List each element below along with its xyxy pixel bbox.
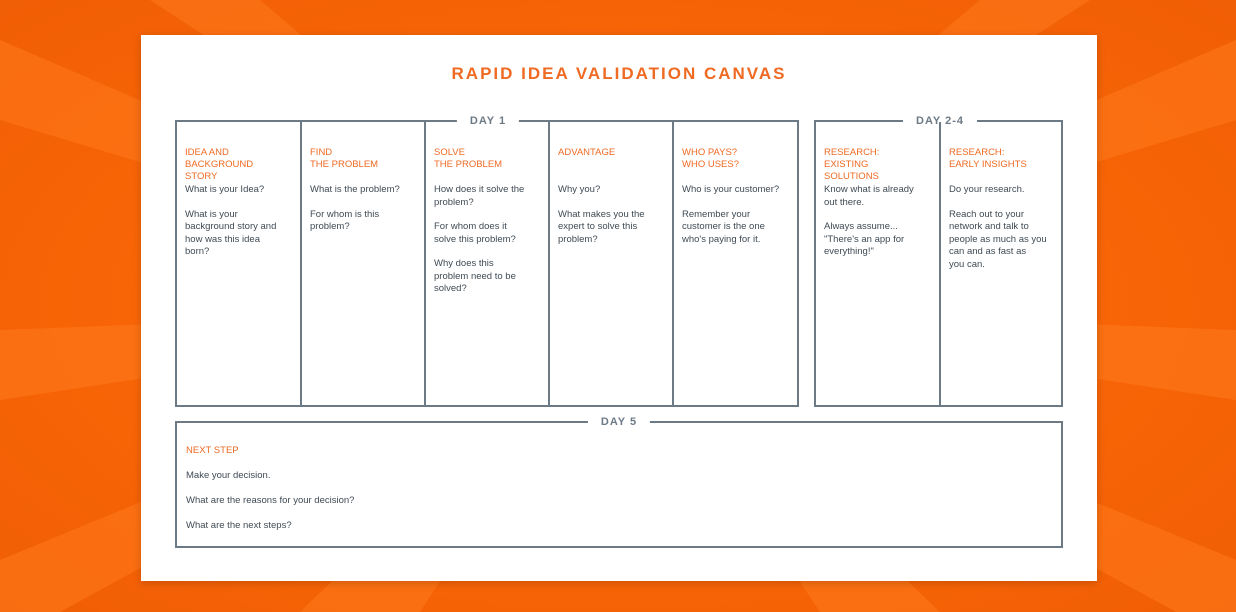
column-question: Why does this problem need to be solved? bbox=[434, 258, 516, 294]
day24-group bbox=[814, 115, 1063, 407]
column-heading: SOLVE THE PROBLEM bbox=[434, 147, 503, 170]
day5-group bbox=[175, 416, 1063, 548]
next-step-question: What are the reasons for your decision? bbox=[186, 495, 355, 506]
column-question: What is your background story and how was this idea born? bbox=[185, 208, 277, 257]
column-question: What is your Idea? bbox=[185, 184, 265, 195]
column-heading: IDEA AND BACKGROUND STORY bbox=[185, 147, 254, 182]
column-question: How does it solve the problem? bbox=[434, 184, 525, 208]
column-question: Reach out to your network and talk to people as much as you can and as fast as you can. bbox=[949, 208, 1047, 270]
column-question: For whom is this problem? bbox=[310, 208, 380, 232]
next-step-question: What are the next steps? bbox=[186, 520, 292, 531]
column-find-problem bbox=[300, 122, 425, 405]
column-question: What makes you the expert to solve this problem? bbox=[558, 208, 645, 245]
next-step-question: Make your decision. bbox=[186, 470, 271, 481]
column-who-pays bbox=[672, 122, 797, 405]
column-early-insights bbox=[939, 122, 1061, 405]
column-heading: RESEARCH: EARLY INSIGHTS bbox=[949, 147, 1027, 170]
column-question: Know what is already out there. bbox=[824, 184, 914, 208]
column-heading: FIND THE PROBLEM bbox=[310, 147, 379, 170]
day24-label: DAY 2-4 bbox=[903, 113, 977, 129]
column-question: Always assume... "There's an app for everything!" bbox=[824, 221, 905, 257]
column-idea bbox=[177, 122, 301, 405]
column-question: Who is your customer? bbox=[682, 184, 780, 195]
column-heading: RESEARCH: EXISTING SOLUTIONS bbox=[824, 147, 880, 182]
next-step-section bbox=[177, 423, 1061, 546]
column-question: Do your research. bbox=[949, 184, 1025, 195]
next-step-heading: NEXT STEP bbox=[186, 445, 239, 456]
column-question: What is the problem? bbox=[310, 184, 400, 195]
column-existing-solutions bbox=[816, 122, 940, 405]
column-advantage bbox=[548, 122, 673, 405]
canvas-sheet bbox=[141, 35, 1097, 581]
column-question: For whom does it solve this problem? bbox=[434, 221, 516, 245]
day1-label: DAY 1 bbox=[457, 113, 519, 129]
column-question: Why you? bbox=[558, 184, 601, 195]
column-heading: ADVANTAGE bbox=[558, 147, 616, 158]
column-heading: WHO PAYS? WHO USES? bbox=[682, 147, 740, 170]
column-solve-problem bbox=[424, 122, 549, 405]
day5-label: DAY 5 bbox=[588, 414, 650, 430]
canvas-title: RAPID IDEA VALIDATION CANVAS bbox=[451, 64, 787, 83]
column-question: Remember your customer is the one who's paying for it. bbox=[682, 208, 765, 245]
day1-group bbox=[175, 115, 799, 407]
